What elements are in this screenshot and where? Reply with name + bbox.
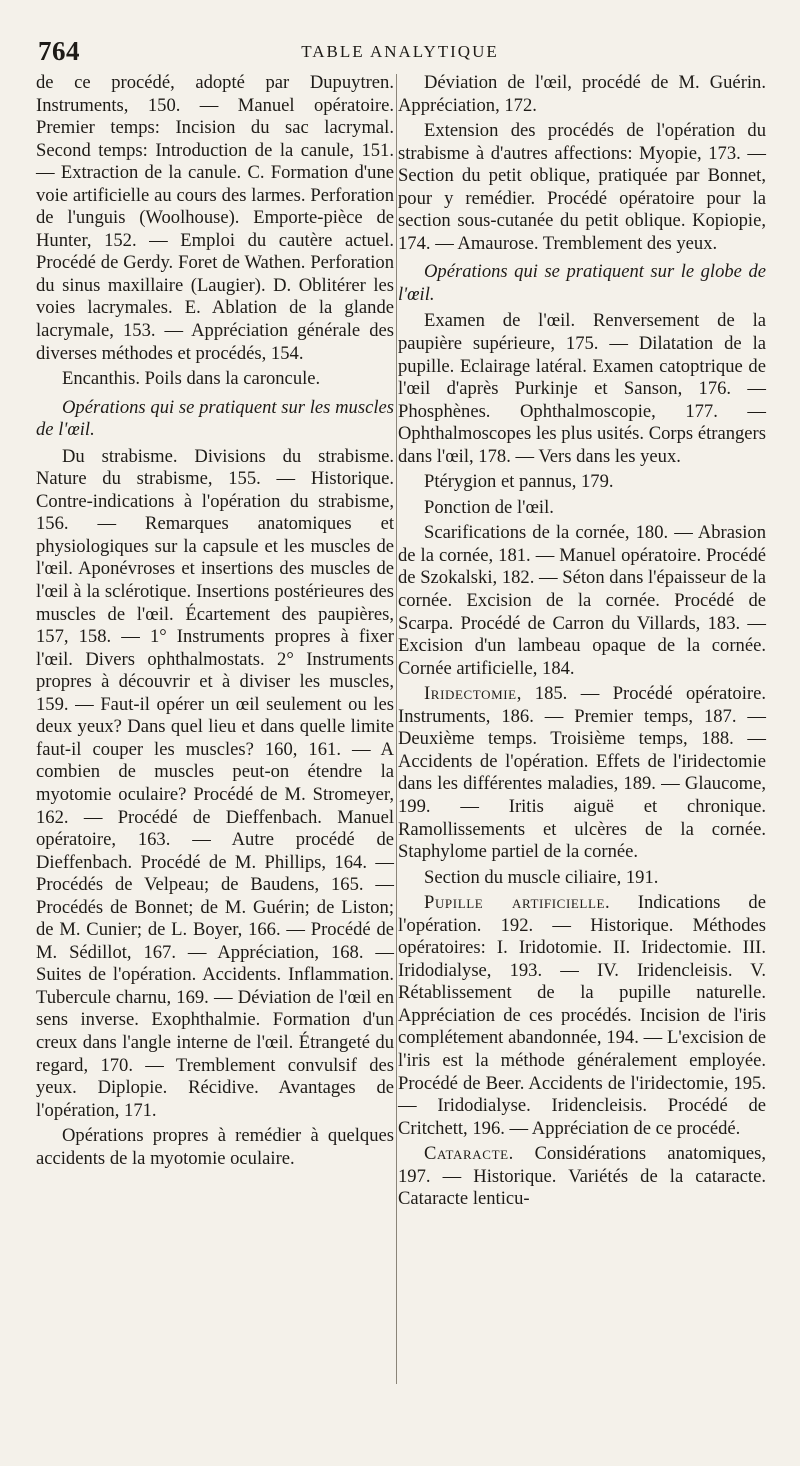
paragraph-text: . Indications de l'opération. 192. — Historique. Méthodes opératoires: I. Iridotomie. II. Iridectomie. III. Iridodialyse, 193. — IV. Iridencleisis. V. Rétablissement de la pupille naturelle. Appréciation de ces procédés. Incision de l'iris complétement abandonnée, 194. — L'excision de l'iris est la méthode généralement employée. Procédé de Beer. Accidents de l'iridectomie, 195. — Iridodialyse. Iridencleisis. Procédé de Critchett, 196. — Appréciation de ce procédé. xyxy=(398,892,766,1139)
column-rule xyxy=(396,74,397,1384)
small-caps-term: Iridectomie xyxy=(424,683,517,705)
section-heading: Opérations qui se pratiquent sur le globe de l'œil. xyxy=(398,261,766,305)
paragraph: Scarifications de la cornée, 180. — Abrasion de la cornée, 181. — Manuel opératoire. Procédé de Szokalski, 182. — Séton dans l'épaisseur de la cornée. Excision de la cornée. Procédé de Scarpa. Procédé de Carron du Villards, 183. — Excision d'un lambeau opaque de la cornée. Cornée artificielle, 184. xyxy=(398,522,766,679)
paragraph xyxy=(398,892,766,1140)
paragraph: Déviation de l'œil, procédé de M. Guérin. Appréciation, 172. xyxy=(398,72,766,116)
paragraph xyxy=(398,683,766,863)
left-column xyxy=(36,72,394,1170)
paragraph: Section du muscle ciliaire, 191. xyxy=(424,866,659,888)
paragraph: Du strabisme. Divisions du strabisme. Nature du strabisme, 155. — Historique. Contre-indications à l'opération du strabisme, 156. — Remarques anatomiques et physiologiques sur la capsule et les muscles de l'œil. Aponévroses et insertions des muscles de l'œil à la sclérotique. Insertions postérieures des muscles de l'œil. Écartement des paupières, 157, 158. — 1° Instruments propres à fixer l'œil. Divers ophthalmostats. 2° Instruments propres à découvrir et à diviser les muscles, 159. — Faut-il opérer un œil seulement ou les deux yeux? Dans quel lieu et dans quelle limite faut-il couper les muscles? 160, 161. — A combien de muscles peut-on étendre la myotomie oculaire? Procédé de M. Stromeyer, 162. — Procédé de Dieffenbach. Manuel opératoire, 163. — Autre procédé de Dieffenbach. Procédé de M. Phillips, 164. — Procédés de Velpeau; de Baudens, 165. — Procédés de Bonnet; de M. Guérin; de Liston; de M. Cunier; de L. Boyer, 166. — Procédé de M. Sédillot, 167. — Appréciation, 168. — Suites de l'opération. Accidents. Inflammation. Tubercule charnu, 169. — Déviation de l'œil en sens inverse. Exophthalmie. Formation d'un creux dans l'angle interne de l'œil. Étrangeté du regard, 170. — Tremblement convulsif des yeux. Diplopie. Récidive. Avantages de l'opération, 171. xyxy=(36,445,394,1121)
paragraph: Examen de l'œil. Renversement de la paupière supérieure, 175. — Dilatation de la pupille. Eclairage latéral. Examen catoptrique de l'œil d'après Purkinje et Sanson, 176. — Phosphènes. Ophthalmoscopie, 177. — Ophthalmoscopes les plus usités. Corps étrangers dans l'œil, 178. — Vers dans les yeux. xyxy=(398,310,766,467)
small-caps-term: Cataracte xyxy=(424,1143,509,1165)
paragraph: Encanthis. Poils dans la caroncule. xyxy=(62,368,321,390)
paragraph: Extension des procédés de l'opération du strabisme à d'autres affections: Myopie, 173. — Section du petit oblique, pratiquée par Bonnet, pour y remédier. Procédé opératoire pour la section sous-cutanée du petit oblique. Kopiopie, 174. — Amaurose. Tremblement des yeux. xyxy=(398,120,766,254)
section-heading: Opérations qui se pratiquent sur les muscles de l'œil. xyxy=(36,396,394,441)
paragraph: de ce procédé, adopté par Dupuytren. Instruments, 150. — Manuel opératoire. Premier temps: Incision du sac lacrymal. Second temps: Introduction de la canule, 151. — Extraction de la canule. C. Formation d'une voie artificielle au cours des larmes. Perforation de l'unguis (Woolhouse). Emporte-pièce de Hunter, 152. — Emploi du cautère actuel. Procédé de Gerdy. Foret de Wathen. Perforation du sinus maxillaire (Laugier). D. Oblitérer les voies lacrymales. E. Ablation de la glande lacrymale, 153. — Appréciation générale des diverses méthodes et procédés, 154. xyxy=(36,72,394,364)
small-caps-term: Pupille artificielle xyxy=(424,892,606,914)
paragraph: Opérations propres à remédier à quelques accidents de la myotomie oculaire. xyxy=(36,1125,394,1169)
paragraph xyxy=(398,1143,766,1211)
paragraph: Ptérygion et pannus, 179. xyxy=(424,471,614,493)
page-number: 764 xyxy=(38,36,80,66)
paragraph-text: , 185. — Procédé opératoire. Instruments, 186. — Premier temps, 187. — Deuxième temps. Troisième temps, 188. — Accidents de l'opération. Effets de l'iridectomie dans les différentes maladies, 189. — Glaucome, 199. — Iritis aiguë et chronique. Ramollissements et ulcères de la cornée. Staphylome partiel de la cornée. xyxy=(398,683,766,863)
paragraph-text: . Considérations anatomiques, 197. — Historique. Variétés de la cataracte. Cataracte lenticu- xyxy=(398,1143,766,1210)
right-column xyxy=(398,72,766,1211)
paragraph: Ponction de l'œil. xyxy=(424,496,554,518)
running-title: TABLE ANALYTIQUE xyxy=(301,42,499,61)
